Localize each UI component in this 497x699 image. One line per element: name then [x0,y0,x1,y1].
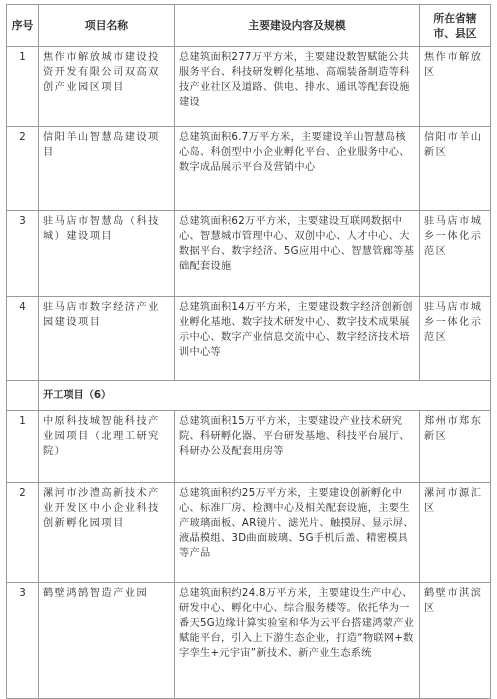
header-location: 所在省辖市、县区 [420,5,491,47]
header-project-name: 项目名称 [39,5,175,47]
row-location: 郑州市郑东新区 [420,411,491,483]
section-row [7,381,491,411]
row-index: 3 [7,211,39,297]
row-location: 驻马店市城乡一体化示范区 [420,297,491,381]
section-empty-cell [7,381,39,411]
row-index: 1 [7,411,39,483]
row-content: 总建筑面积277万平方米，主要建设数智赋能公共服务平台、科技研发孵化基地、高端装备制造等科技产业社区及道路、供电、排水、通讯等配套设施建设 [175,47,420,127]
row-project-name: 鹤壁鸿鹄智造产业园 [39,583,175,699]
row-location: 漯河市源汇区 [420,483,491,583]
row-index: 2 [7,483,39,583]
page-edge-marker [493,298,497,310]
header-content-scale: 主要建设内容及规模 [175,5,420,47]
table-row [7,411,491,483]
row-content: 总建筑面积62万平方米，主要建设互联网数据中心、智慧城市管理中心、双创中心、人才中心、大数据平台、数字经济、5G应用中心、智慧管廊等基础配套设施 [175,211,420,297]
row-location: 鹤壁市淇滨区 [420,583,491,699]
table-row [7,483,491,583]
row-project-name: 驻马店市智慧岛（科技城）建设项目 [39,211,175,297]
row-content: 总建筑面积14万平方米，主要建设数字经济创新创业孵化基地、数字技术研发中心、数字技术成果展示中心、数字产业信息交流中心、数字经济技术培训中心等 [175,297,420,381]
row-project-name: 驻马店市数字经济产业园建设项目 [39,297,175,381]
row-index: 4 [7,297,39,381]
row-location: 驻马店市城乡一体化示范区 [420,211,491,297]
table-row [7,47,491,127]
row-content: 总建筑面积约24.8万平方米，主要建设生产中心、研发中心、孵化中心、综合服务楼等。依托华为一番天5G边缘计算实验室和华为云平台搭建鸿蒙产业赋能平台，引入上下游生态企业，打造“物联网+数字孪生+元宇宙”新技术、新产业生态系统 [175,583,420,699]
row-index: 1 [7,47,39,127]
table-row [7,297,491,381]
row-index: 3 [7,583,39,699]
table-row [7,211,491,297]
row-index: 2 [7,127,39,211]
table-row [7,583,491,699]
row-content: 总建筑面积6.7万平方米，主要建设羊山智慧岛核心岛、科创型中小企业孵化平台、企业服务中心、数字成品展示平台及营销中心 [175,127,420,211]
table-header-row [7,5,491,47]
section-label: 开工项目（6） [39,381,491,411]
header-index: 序号 [7,5,39,47]
row-project-name: 信阳羊山智慧岛建设项目 [39,127,175,211]
row-location: 焦作市解放区 [420,47,491,127]
project-table [6,4,491,699]
row-content: 总建筑面积15万平方米，主要建设产业技术研究院、科研孵化器、平台研发基地、科技平台展厅、科研办公及配套用房等 [175,411,420,483]
row-project-name: 中原科技城智能科技产业园项目（北理工研究院） [39,411,175,483]
row-project-name: 焦作市解放城市建设投资开发有限公司双高双创产业园区项目 [39,47,175,127]
row-location: 信阳市羊山新区 [420,127,491,211]
row-project-name: 漯河市沙澧高新技术产业开发区中小企业科技创新孵化园项目 [39,483,175,583]
row-content: 总建筑面积约25万平方米，主要建设创新孵化中心、标准厂房、检测中心及相关配套设施，主要生产玻璃面板、AR镜片、滤光片、触摸屏、显示屏、液晶模组、3D曲面玻璃、5G手机后盖、精密模具等产品 [175,483,420,583]
table-row [7,127,491,211]
